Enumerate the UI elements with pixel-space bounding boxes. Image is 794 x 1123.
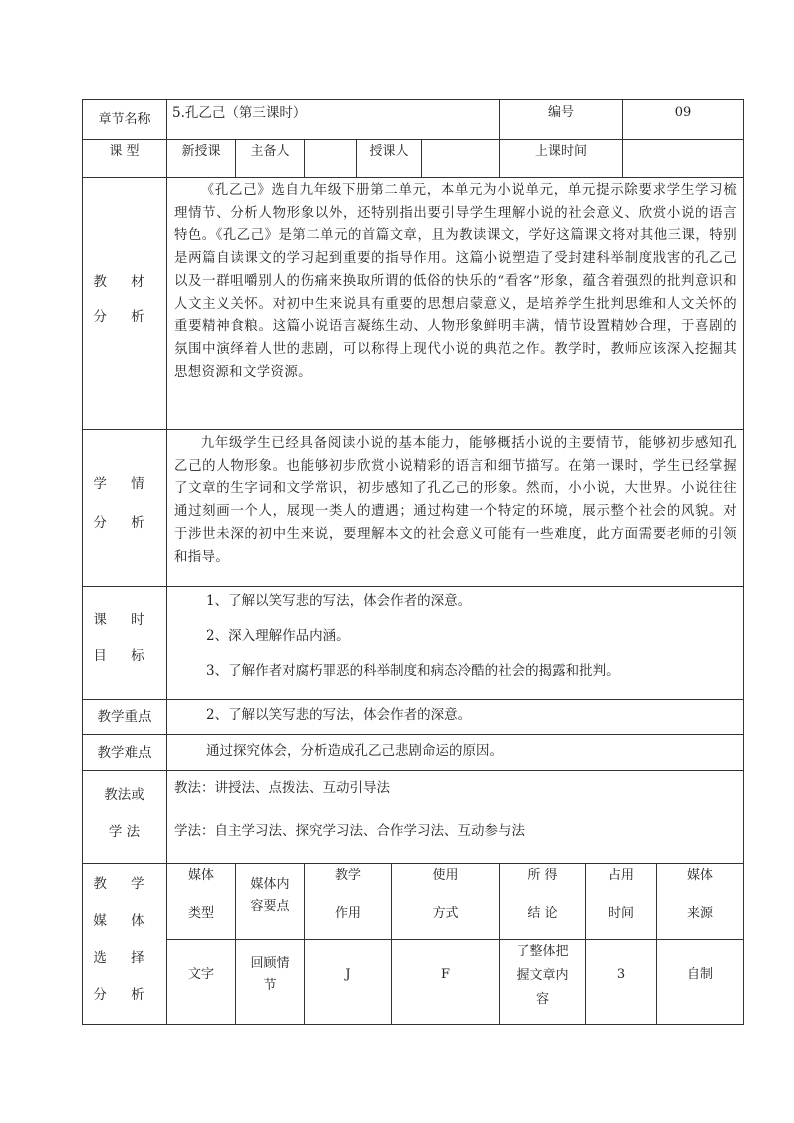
teacher-value[interactable] bbox=[422, 140, 499, 164]
class-time-value[interactable] bbox=[623, 140, 743, 164]
media-label-3: 选 择 bbox=[93, 950, 155, 966]
media-label-1: 教 学 bbox=[93, 876, 155, 892]
teaching-method: 教法：讲授法、点拨法、互动引导法 bbox=[174, 780, 390, 796]
media-source-value: 自制 bbox=[686, 967, 713, 982]
lesson-type-value: 新授课 bbox=[181, 144, 221, 159]
media-conclusion-value-3: 容 bbox=[535, 992, 549, 1007]
media-content-value-1: 回顾情 bbox=[250, 956, 290, 971]
media-label-4: 分 析 bbox=[93, 987, 155, 1003]
teacher-label: 授课人 bbox=[369, 144, 409, 159]
media-header-source-1: 媒体 bbox=[686, 868, 713, 883]
media-conclusion-value-2: 握文章内 bbox=[516, 968, 569, 983]
student-analysis-label-1: 学 情 bbox=[93, 476, 155, 492]
methods-label-1: 教法或 bbox=[104, 787, 145, 803]
textbook-analysis-label-2: 分 析 bbox=[93, 309, 155, 325]
objective-item: 3、了解作者对腐朽罪恶的科举制度和病态冷酷的社会的揭露和批判。 bbox=[206, 663, 620, 679]
lesson-type-label: 课 型 bbox=[109, 144, 140, 159]
media-header-content-2: 容要点 bbox=[250, 899, 290, 914]
chapter-value: 5.孔乙己（第三课时） bbox=[172, 105, 307, 121]
media-time-value: 3 bbox=[616, 967, 626, 982]
media-header-role-2: 作用 bbox=[334, 906, 361, 921]
media-header-conclusion-2: 结 论 bbox=[527, 906, 558, 921]
media-header-content-1: 媒体内 bbox=[250, 877, 290, 892]
media-usage-value: F bbox=[440, 967, 451, 982]
media-header-usage-2: 方式 bbox=[432, 906, 459, 921]
media-header-usage-1: 使用 bbox=[432, 868, 459, 883]
objective-item: 1、了解以笑写悲的写法，体会作者的深意。 bbox=[206, 593, 472, 609]
class-time-label: 上课时间 bbox=[534, 144, 587, 159]
student-analysis-label-2: 分 析 bbox=[93, 515, 155, 531]
number-value: 09 bbox=[674, 104, 692, 120]
media-type-value: 文字 bbox=[187, 967, 214, 982]
textbook-analysis-label-1: 教 材 bbox=[93, 274, 155, 290]
number-label: 编号 bbox=[547, 104, 574, 120]
difficulty-label: 教学难点 bbox=[97, 744, 152, 761]
learning-method: 学法：自主学习法、探究学习法、合作学习法、互动参与法 bbox=[174, 823, 525, 839]
media-header-conclusion-1: 所 得 bbox=[527, 868, 558, 883]
media-role-value: J bbox=[345, 967, 351, 982]
media-header-time-1: 占用 bbox=[607, 868, 634, 883]
media-conclusion-value-1: 了整体把 bbox=[516, 944, 569, 959]
textbook-analysis-text: 《孔乙己》选自九年级下册第二单元，本单元为小说单元，单元提示除要求学生学习梳理情节、分析人物形象以外，还特别指出要引导学生理解小说的社会意义、欣赏小说的语言特色。《孔乙己》是第二单元的首篇文章，且为教读课文，学好这篇课文将对其他三课，特别是两篇自读课文的学习起到重要的指导作用。这篇小说塑造了受封建科举制度戕害的孔乙己以及一群咀嚼别人的伤痛来换取所谓的低俗的快乐的“看客”形象，蕴含着强烈的批判意识和人文主义关怀。对初中生来说具有重要的思想启蒙意义，是培养学生批判思维和人文关怀的重要精神食粮。这篇小说语言凝练生动、人物形象鲜明丰满，情节设置精妙合理，于喜剧的氛围中演绎着人世的悲剧，可以称得上现代小说的典范之作。教学时，教师应该深入挖掘其思想资源和文学资源。 bbox=[174, 183, 737, 380]
media-header-type-1: 媒体 bbox=[187, 868, 214, 883]
preparer-label: 主备人 bbox=[250, 144, 290, 159]
methods-label-2: 学 法 bbox=[108, 824, 141, 840]
media-header-type-2: 类型 bbox=[187, 906, 214, 921]
chapter-label: 章节名称 bbox=[98, 111, 151, 127]
objective-item: 2、深入理解作品内涵。 bbox=[206, 628, 350, 644]
media-header-role-1: 教学 bbox=[334, 868, 361, 883]
objectives-label-2: 目 标 bbox=[93, 648, 155, 664]
preparer-value[interactable] bbox=[305, 140, 356, 164]
student-analysis-text: 九年级学生已经具备阅读小说的基本能力，能够概括小说的主要情节，能够初步感知孔乙己的人物形象。也能够初步欣赏小说精彩的语言和细节描写。在第一课时，学生已经掌握了文章的生字词和文学常识，初步感知了孔乙己的形象。然而，小小说，大世界。小说往往通过刻画一个人，展现一类人的遭遇；通过构建一个特定的环境，展示整个社会的风貌。对于涉世未深的初中生来说，要理解本文的社会意义可能有一些难度，此方面需要老师的引领和指导。 bbox=[174, 436, 737, 565]
key-point-text: 2、了解以笑写悲的写法，体会作者的深意。 bbox=[206, 707, 472, 723]
media-header-time-2: 时间 bbox=[607, 906, 634, 921]
objectives-label-1: 课 时 bbox=[93, 612, 155, 628]
media-content-value-2: 节 bbox=[263, 978, 277, 993]
media-header-source-2: 来源 bbox=[686, 906, 713, 921]
key-point-label: 教学重点 bbox=[97, 709, 152, 725]
media-label-2: 媒 体 bbox=[93, 913, 155, 929]
difficulty-text: 通过探究体会，分析造成孔乙己悲剧命运的原因。 bbox=[206, 743, 503, 759]
